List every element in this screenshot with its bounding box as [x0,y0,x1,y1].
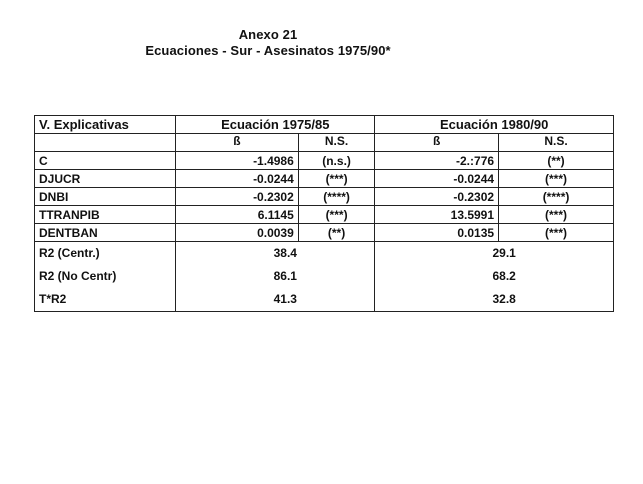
stat-value: 86.1 [273,269,297,283]
table-row [35,152,614,170]
beta-value: -0.2302 [375,188,499,206]
subheader-empty [35,134,176,152]
stats-eq1 [176,242,375,312]
stat-value: 38.4 [273,246,297,260]
significance: (****) [499,188,614,206]
significance: (**) [499,152,614,170]
subheader-beta-2: ß [375,134,499,152]
beta-value: -0.0244 [375,170,499,188]
beta-value: -1.4986 [176,152,299,170]
stat-label-r2-no-centr: R2 (No Centr) [39,269,117,283]
significance: (****) [298,188,375,206]
subheader-ns-1: N.S. [298,134,375,152]
table-row [35,224,614,242]
equations-table [34,115,614,312]
subheader-ns-2: N.S. [499,134,614,152]
table-subheader-row [35,134,614,152]
header-equation-1975-85: Ecuación 1975/85 [176,116,375,134]
stats-row [35,242,614,312]
stats-eq2 [375,242,614,312]
beta-value: -0.2302 [176,188,299,206]
table-row [35,206,614,224]
stat-value: 32.8 [492,292,516,306]
table-header-row [35,116,614,134]
significance: (n.s.) [298,152,375,170]
beta-value: -0.0244 [176,170,299,188]
significance: (***) [499,170,614,188]
stat-label-r2-centr: R2 (Centr.) [39,246,100,260]
significance: (***) [298,170,375,188]
row-label: TTRANPIB [35,206,176,224]
subheader-beta-1: ß [176,134,299,152]
stat-label-tr2: T*R2 [39,292,67,306]
beta-value: 0.0135 [375,224,499,242]
row-label: DENTBAN [35,224,176,242]
header-equation-1980-90: Ecuación 1980/90 [375,116,614,134]
stats-labels [35,242,176,312]
beta-value: 0.0039 [176,224,299,242]
significance: (***) [298,206,375,224]
row-label: C [35,152,176,170]
beta-value: -2.:776 [375,152,499,170]
document-title: Anexo 21 [238,27,298,42]
beta-value: 6.1145 [176,206,299,224]
row-label: DJUCR [35,170,176,188]
document-subtitle: Ecuaciones - Sur - Asesinatos 1975/90* [145,43,391,58]
significance: (***) [499,224,614,242]
table-row [35,170,614,188]
significance: (***) [499,206,614,224]
beta-value: 13.5991 [375,206,499,224]
row-label: DNBI [35,188,176,206]
header-variables: V. Explicativas [35,116,176,134]
stat-value: 29.1 [492,246,516,260]
stat-value: 41.3 [273,292,297,306]
table-row [35,188,614,206]
significance: (**) [298,224,375,242]
stat-value: 68.2 [492,269,516,283]
